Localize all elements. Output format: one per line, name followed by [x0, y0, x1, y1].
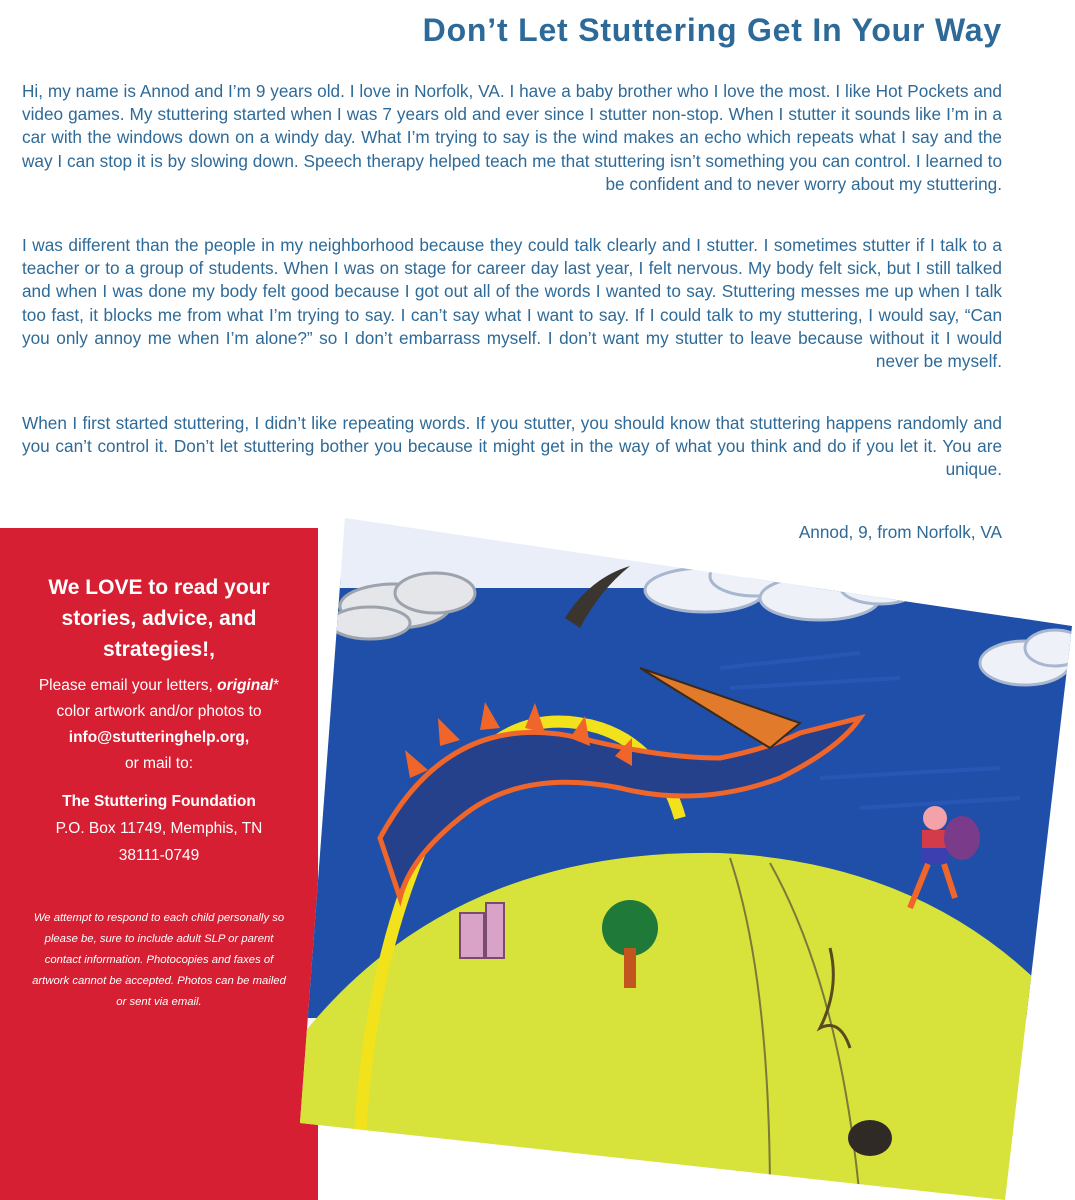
po-box-line: P.O. Box 11749, Memphis, TN	[55, 820, 263, 837]
organization-name: The Stuttering Foundation	[62, 793, 256, 810]
tree	[602, 900, 658, 956]
author-signature: Annod, 9, from Norfolk, VA	[798, 522, 1002, 542]
email-instruction-line: Please email your letters, original*	[38, 677, 280, 694]
page-title: Don’t Let Stuttering Get In Your Way	[422, 12, 1002, 48]
mailing-address	[0, 788, 318, 869]
submission-instructions	[0, 673, 318, 777]
story-paragraph-1: Hi, my name is Annod and I’m 9 years old. I love in Norfolk, VA. I have a baby brother who I love the most. I like Hot Pockets and video games. My stuttering started when I was 7 years old and ever since I stutter non-stop. When I stutter it sounds like I’m in a car with the windows down on a windy day. What I’m trying to say is the wind makes an echo which repeats what I say and the way I can stop it is by slowing down. Speech therapy helped teach me that stuttering isn’t something you can control. I learned to be confident and to never worry about my stuttering.	[22, 81, 1002, 194]
original-emphasis: original	[217, 677, 274, 694]
email-address-link[interactable]: info@stutteringhelp.org,	[68, 729, 250, 746]
artwork-instruction-line: color artwork and/or photos to	[56, 703, 262, 720]
story-paragraph-3: When I first started stuttering, I didn’t like repeating words. If you stutter, you should know that stuttering happens randomly and you can’t control it. Don’t let stuttering bother you because it might get in the way of what you think and do if you let it. You are unique.	[22, 413, 1002, 480]
mail-instruction-line: or mail to:	[124, 755, 194, 772]
fine-print-note: We attempt to respond to each child personally so please be, sure to include adult SLP or parent contact information. Photocopies and faxes of artwork cannot be accepted. Photos can be mailed or sent via email.	[32, 912, 286, 1008]
child-artwork-drawing	[300, 518, 1072, 1200]
submission-info-panel	[0, 528, 318, 1200]
submission-heading: We LOVE to read your stories, advice, and strategies!,	[48, 576, 270, 661]
rock	[848, 1120, 892, 1156]
zip-code-line: 38111-0749	[118, 847, 200, 864]
story-paragraph-2: I was different than the people in my neighborhood because they could talk clearly and I stutter. I sometimes stutter if I talk to a teacher or to a group of students. When I was on stage for career day last year, I felt nervous. My body felt sick, but I still talked and when I was done my body felt good because I got out all of the words I wanted to say. Stuttering messes me up when I talk too fast, it blocks me from what I’m trying to say. I can’t say what I want to say. If I could talk to my stuttering, I would say, “Can you only annoy me when I’m alone?” so I don’t embarrass myself. I don’t want my stutter to leave because without it I would never be myself.	[22, 235, 1002, 372]
